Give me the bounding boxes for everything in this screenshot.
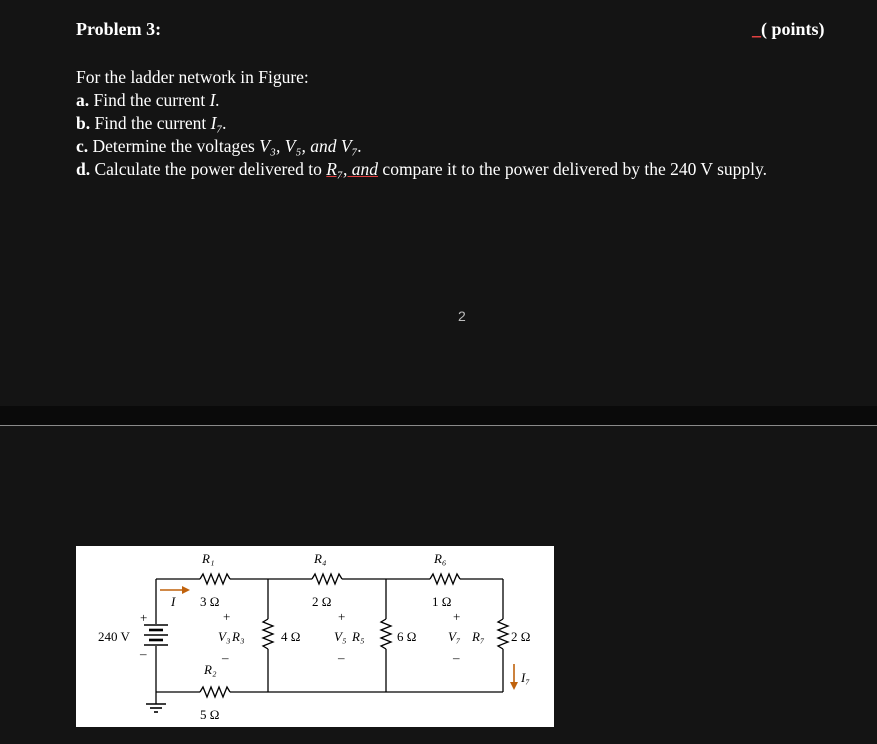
points-text: ( points)	[761, 19, 825, 39]
r4-name: R₄	[314, 551, 327, 566]
r7-name: R₇	[472, 629, 485, 644]
r6-value: 1 Ω	[432, 594, 452, 609]
r2-value: 5 Ω	[200, 707, 220, 722]
part-b-text: Find the current	[94, 113, 207, 133]
v5-plus: +	[338, 609, 346, 624]
resistor-r5	[381, 619, 391, 649]
v3-minus: –	[222, 650, 229, 665]
resistor-r1	[200, 574, 230, 584]
part-d-text-1: Calculate the power delivered to	[94, 159, 322, 179]
battery-symbol	[144, 625, 168, 645]
page-divider	[0, 425, 877, 426]
r7-value: 2 Ω	[511, 629, 531, 644]
part-a-label: a.	[76, 90, 90, 110]
r6-name: R₆	[434, 551, 447, 566]
part-b	[76, 112, 767, 135]
v5-label: V₅	[334, 629, 347, 644]
part-c	[76, 135, 767, 158]
v5-minus: –	[338, 650, 345, 665]
part-a-text: Find the current	[93, 90, 206, 110]
problem-intro: For the ladder network in Figure:	[76, 67, 309, 87]
points-blank[interactable]: _	[752, 19, 761, 39]
r3-name: R₃	[232, 629, 245, 644]
resistor-r7	[498, 619, 508, 649]
points-label	[752, 19, 825, 40]
part-a-var: I.	[209, 90, 220, 110]
source-label: 240 V	[98, 629, 130, 644]
resistor-r4	[312, 574, 342, 584]
page-gap	[0, 406, 877, 425]
part-c-text: Determine the voltages	[92, 136, 255, 156]
part-c-vars: V₃, V₅, and V₇.	[259, 136, 363, 156]
part-d-text-2: compare it to the power delivered by the 240 V supply.	[382, 159, 768, 179]
resistor-r2	[200, 687, 230, 697]
v7-label: V₇	[448, 629, 461, 644]
v3-label: V₃	[218, 629, 231, 644]
part-d	[76, 158, 767, 181]
ladder-network-diagram	[76, 546, 554, 727]
v3-plus: +	[223, 609, 231, 624]
resistor-r6	[430, 574, 460, 584]
r1-value: 3 Ω	[200, 594, 220, 609]
problem-statement	[76, 66, 767, 181]
current-i-label: I	[171, 594, 176, 609]
r5-name: R₅	[352, 629, 365, 644]
circuit-figure	[76, 546, 554, 727]
problem-title: Problem 3:	[76, 19, 162, 39]
resistor-r3	[263, 619, 273, 649]
page-number: 2	[458, 308, 466, 324]
part-d-var: R₇, and	[326, 159, 379, 179]
part-b-var: I₇.	[210, 113, 227, 133]
r1-name: R₁	[202, 551, 215, 566]
part-c-label: c.	[76, 136, 89, 156]
r2-name: R₂	[204, 662, 217, 677]
part-d-label: d.	[76, 159, 91, 179]
current-i7-label: I₇	[521, 670, 530, 685]
source-minus: –	[140, 646, 147, 661]
r5-value: 6 Ω	[397, 629, 417, 644]
r3-value: 4 Ω	[281, 629, 301, 644]
part-b-label: b.	[76, 113, 91, 133]
r4-value: 2 Ω	[312, 594, 332, 609]
source-plus: +	[140, 610, 148, 625]
v7-plus: +	[453, 609, 461, 624]
ground-icon	[146, 704, 166, 712]
part-a	[76, 89, 767, 112]
v7-minus: –	[453, 650, 460, 665]
